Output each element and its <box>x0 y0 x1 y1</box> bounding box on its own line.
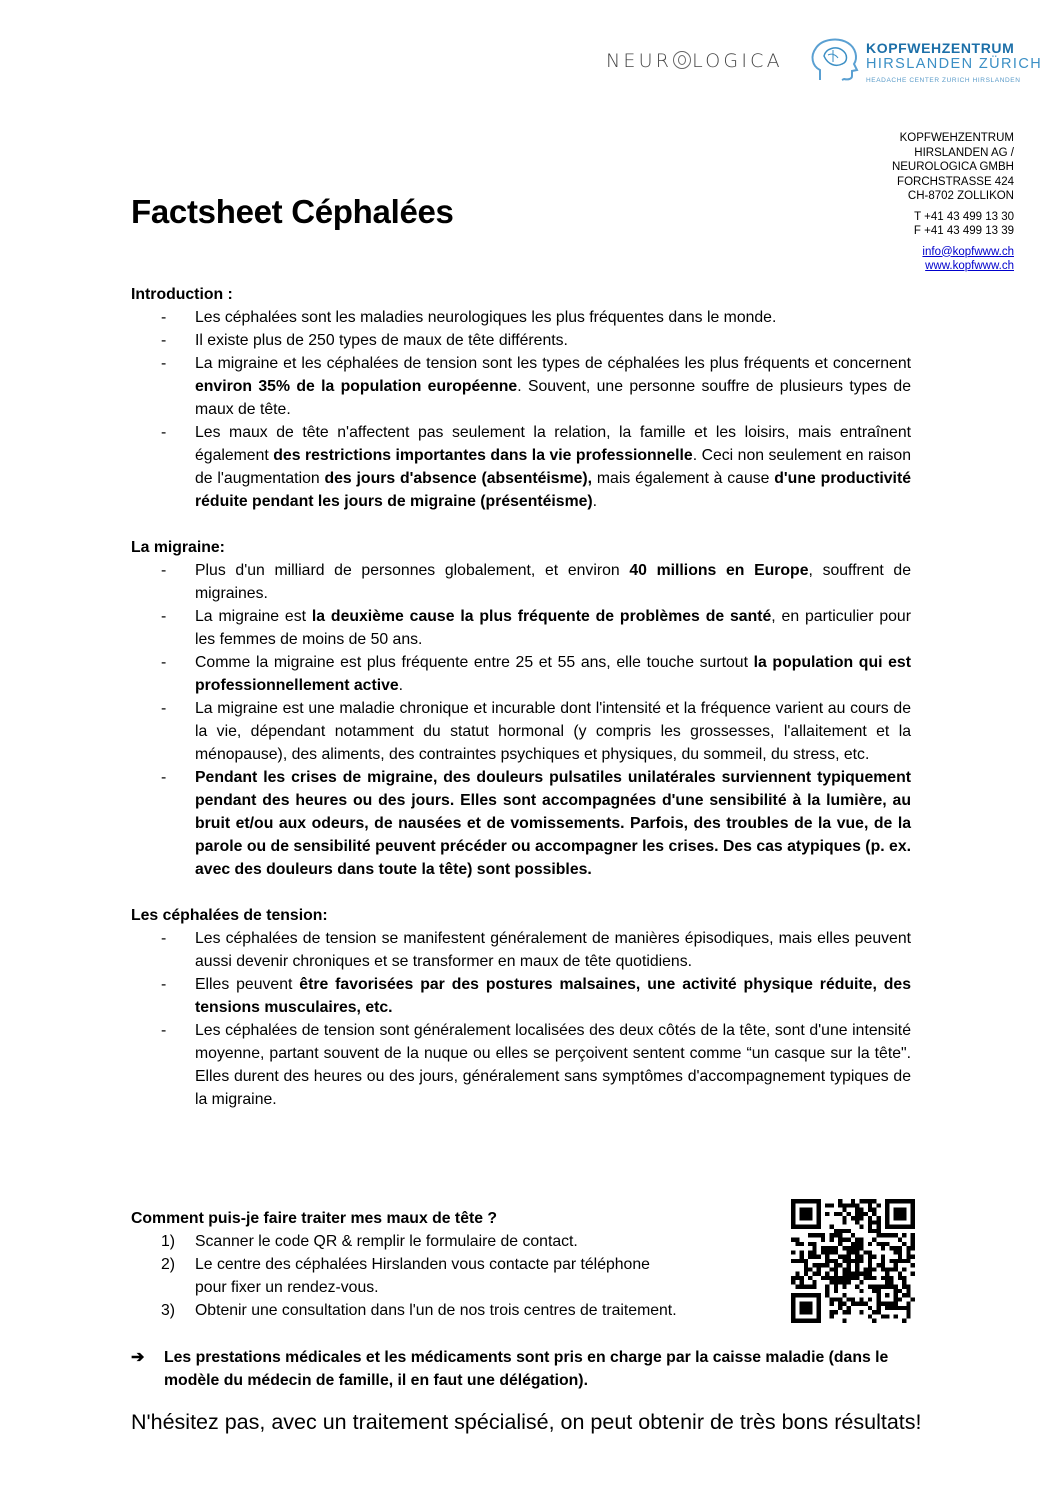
list-item: 2) Le centre des céphalées Hirslanden vous contacte par téléphone pour fixer un rendez-vous. <box>161 1256 650 1296</box>
list-item: - La migraine est la deuxième cause la plus fréquente de problèmes de santé, en particulier pour les femmes de moins de 50 ans. <box>131 605 911 651</box>
logo-text-left: NEUR <box>606 50 673 72</box>
list-item: - Les céphalées sont les maladies neurologiques les plus fréquentes dans le monde. <box>131 306 911 329</box>
address-line: HIRSLANDEN AG / <box>914 146 1014 159</box>
neurologica-logo <box>606 50 783 72</box>
kopfwehzentrum-logo-title: KOPFWEHZENTRUM <box>866 40 1015 56</box>
coverage-note-text: Les prestations médicales et les médicaments sont pris en charge par la caisse maladie (dans le modèle du médecin de famille, il en faut une délégation). <box>164 1349 889 1389</box>
intro-section <box>131 283 911 513</box>
list-item: - Comme la migraine est plus fréquente entre 25 et 55 ans, elle touche surtout la population qui est professionnellement active. <box>131 651 911 697</box>
website-link[interactable]: www.kopfwww.ch <box>925 260 1014 272</box>
qr-code[interactable] <box>791 1199 915 1323</box>
address-line: FORCHSTRASSE 424 <box>897 175 1014 188</box>
page-title: Factsheet Céphalées <box>131 193 454 230</box>
list-item: - Les céphalées de tension se manifestent généralement de manières épisodiques, mais elles peuvent aussi devenir chroniques et se transformer en maux de tête quotidiens. <box>131 927 911 973</box>
list-item: - Les céphalées de tension sont généralement localisées des deux côtés de la tête, sont d'une intensité moyenne, partant souvent de la nuque ou elles se perçoivent sentent comme “un casque sur la tête". Elles durent des heures ou des jours, généralement sans symptômes d'accompagnement typiques de la migraine. <box>131 1019 911 1111</box>
list-item: - Plus d'un milliard de personnes globalement, et environ 40 millions en Europe, souffrent de migraines. <box>131 559 911 605</box>
treatment-heading: Comment puis-je faire traiter mes maux de tête ? <box>131 1210 498 1227</box>
tension-heading: Les céphalées de tension: <box>131 907 328 924</box>
logo-text-right: LOGICA <box>692 50 783 72</box>
head-profile-icon <box>806 34 862 84</box>
fax-number: F +41 43 499 13 39 <box>913 225 1014 237</box>
treatment-section <box>131 1207 771 1322</box>
migraine-section <box>131 536 911 881</box>
closing-statement: N'hésitez pas, avec un traitement spécialisé, on peut obtenir de très bons résultats! <box>131 1410 922 1434</box>
intro-heading: Introduction : <box>131 286 233 303</box>
tension-section <box>131 904 911 1111</box>
list-item: 3) Obtenir une consultation dans l'un de nos trois centres de traitement. <box>161 1302 677 1319</box>
address-block <box>754 131 1014 274</box>
arrow-right-icon: ➔ <box>131 1349 145 1366</box>
main-content <box>131 283 911 1134</box>
list-item: - Les maux de tête n'affectent pas seulement la relation, la famille et les loisirs, mais entraînent également des restrictions importantes dans la vie professionnelle. Ceci non seulement en raison de l'augmentation des jours d'absence (absentéisme), mais également à cause d'une productivité réduite pendant les jours de migraine (présentéisme). <box>131 421 911 513</box>
coverage-note <box>131 1346 911 1392</box>
address-line: CH-8702 ZOLLIKON <box>907 190 1014 202</box>
address-line: KOPFWEHZENTRUM <box>899 132 1014 144</box>
phone-number: T +41 43 499 13 30 <box>914 210 1014 223</box>
list-item: 1) Scanner le code QR & remplir le formulaire de contact. <box>161 1233 578 1250</box>
list-item: - Elles peuvent être favorisées par des postures malsaines, une activité physique réduite, des tensions musculaires, etc. <box>131 973 911 1019</box>
kopfwehzentrum-logo-subtitle: HIRSLANDEN ZÜRICH <box>866 56 1043 72</box>
migraine-heading: La migraine: <box>131 539 225 556</box>
list-item: - Pendant les crises de migraine, des douleurs pulsatiles unilatérales surviennent typiquement pendant des heures ou des jours. Elles sont accompagnées d'une sensibilité à la lumière, au bruit et/ou aux odeurs, de nausées et de vomissements. Parfois, des troubles de la vue, de la parole ou de sensibilité peuvent précéder ou accompagner les crises. Des cas atypiques (p. ex. avec des douleurs dans toute la tête) sont possibles. <box>131 766 911 881</box>
list-item: - Il existe plus de 250 types de maux de tête différents. <box>131 329 911 352</box>
kopfwehzentrum-logo-tagline: HEADACHE CENTER ZURICH HIRSLANDEN <box>866 77 1021 84</box>
email-link[interactable]: info@kopfwww.ch <box>922 245 1014 258</box>
brain-o-icon <box>673 51 691 69</box>
address-line: NEUROLOGICA GMBH <box>891 161 1014 173</box>
list-item: - La migraine est une maladie chronique et incurable dont l'intensité et la fréquence varient au cours de la vie, dépendant notamment du statut hormonal (y compris les grossesses, l'allaitement et la ménopause), des aliments, des contraintes psychiques et physiques, du sommeil, du stress, etc. <box>131 697 911 766</box>
list-item: - La migraine et les céphalées de tension sont les types de céphalées les plus fréquents et concernent environ 35% de la population européenne. Souvent, une personne souffre de plusieurs types de maux de tête. <box>131 352 911 421</box>
